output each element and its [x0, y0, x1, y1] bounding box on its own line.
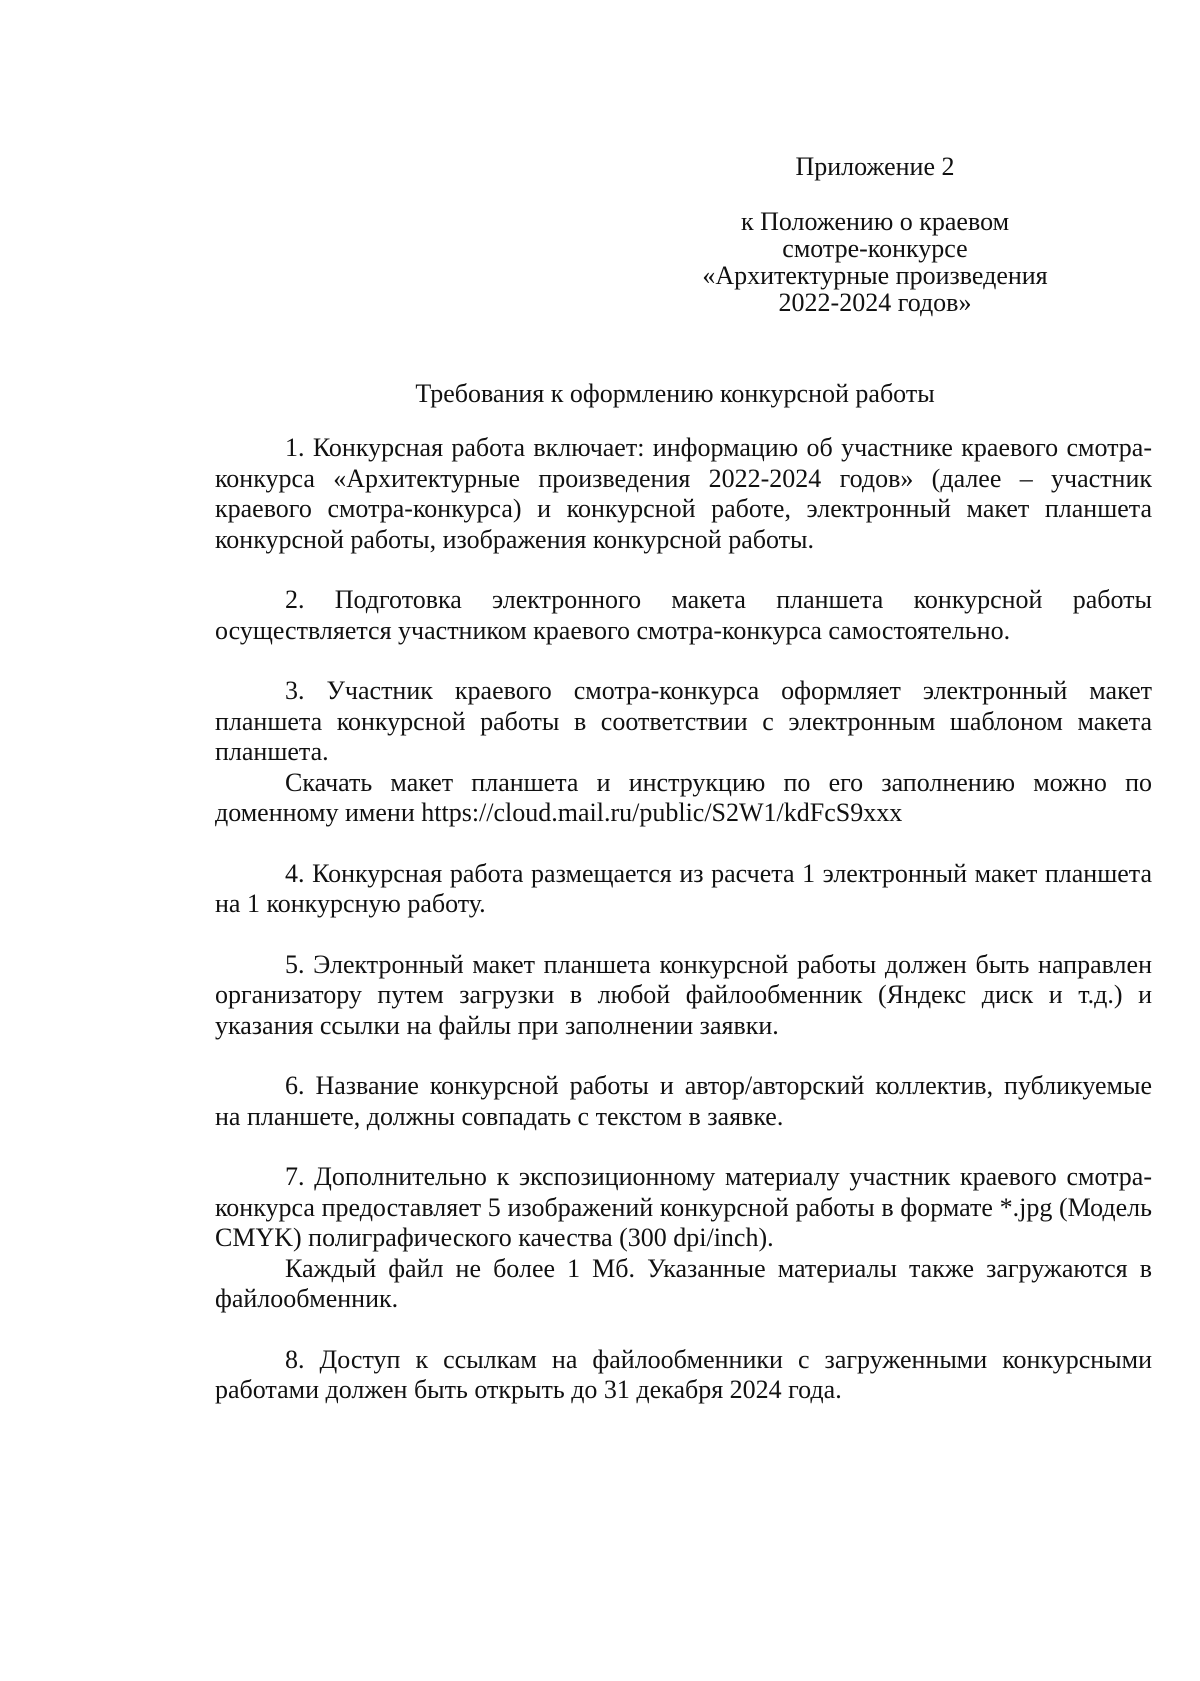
paragraph-7-file-size: Каждый файл не более 1 Мб. Указанные материалы также загружаются в файлообменник.	[215, 1253, 1152, 1313]
paragraph-2: 2. Подготовка электронного макета планшета конкурсной работы осуществляется участником краевого смотра-конкурса самостоятельно.	[215, 585, 1152, 645]
paragraph-3-download-link: Скачать макет планшета и инструкцию по его заполнению можно по доменному имени https://cloud.mail.ru/public/S2W1/kdFcS9xxx	[215, 767, 1152, 827]
appendix-reference-line: «Архитектурные произведения	[702, 261, 1048, 290]
paragraph-5: 5. Электронный макет планшета конкурсной работы должен быть направлен организатору путем загрузки в любой файлообменник (Яндекс диск и т.д.) и указания ссылки на файлы при заполнении заявки.	[215, 949, 1152, 1040]
document-title: Требования к оформлению конкурсной работы	[415, 379, 935, 408]
appendix-label: Приложение 2	[795, 152, 955, 181]
document-body	[215, 433, 1152, 1406]
appendix-reference-line: к Положению о краевом	[740, 207, 1010, 236]
paragraph-7: 7. Дополнительно к экспозиционному материалу участник краевого смотра-конкурса предоставляет 5 изображений конкурсной работы в формате *.jpg (Модель CMYK) полиграфического качества (300 dpi/inch).	[215, 1162, 1152, 1252]
appendix-reference-line: 2022-2024 годов»	[778, 288, 972, 317]
appendix-reference-line: смотре-конкурсе	[782, 234, 968, 263]
appendix-reference	[700, 208, 1050, 316]
paragraph-4: 4. Конкурсная работа размещается из расчета 1 электронный макет планшета на 1 конкурсную работу.	[215, 858, 1152, 918]
paragraph-3: 3. Участник краевого смотра-конкурса оформляет электронный макет планшета конкурсной работы в соответствии с электронным шаблоном макета планшета.	[215, 676, 1152, 766]
paragraph-6: 6. Название конкурсной работы и автор/авторский коллектив, публикуемые на планшете, должны совпадать с текстом в заявке.	[215, 1071, 1152, 1131]
paragraph-1: 1. Конкурсная работа включает: информацию об участнике краевого смотра-конкурса «Архитектурные произведения 2022-2024 годов» (далее – участник краевого смотра-конкурса) и конкурсной работе, электронный макет планшета конкурсной работы, изображения конкурсной работы.	[215, 433, 1152, 554]
paragraph-8: 8. Доступ к ссылкам на файлообменники с загруженными конкурсными работами должен быть открыть до 31 декабря 2024 года.	[215, 1344, 1152, 1404]
